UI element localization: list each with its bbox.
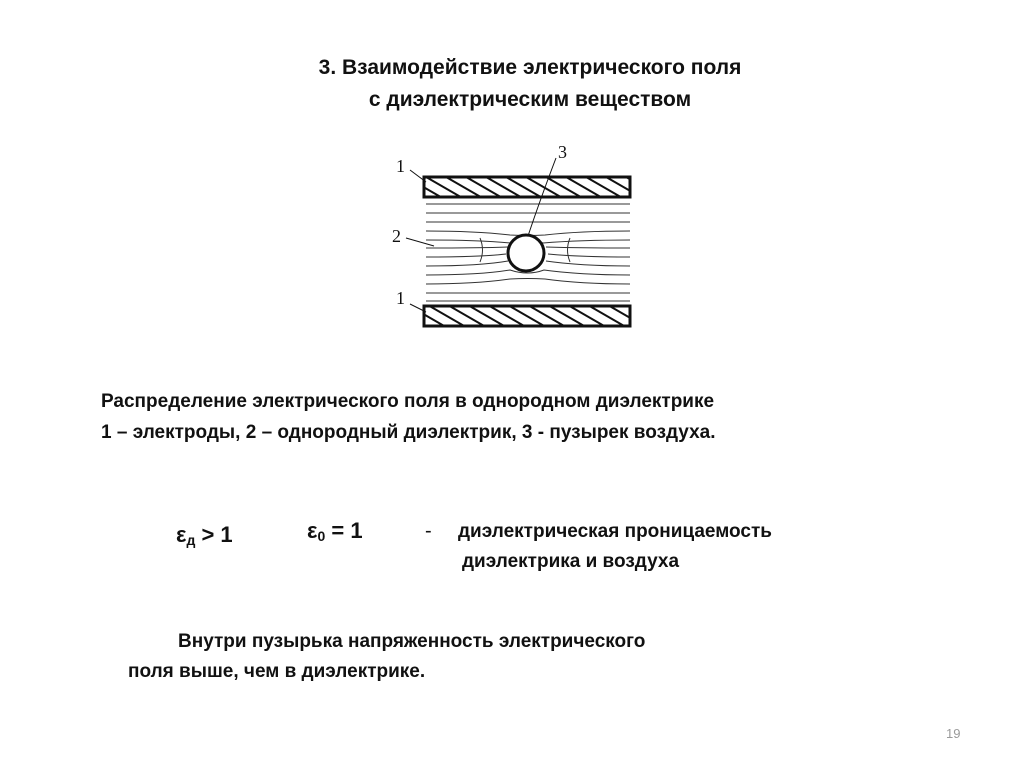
epsilon-air [307,518,363,544]
air-bubble [508,235,544,271]
figure-caption [101,386,716,448]
bubble-note-line-1: Внутри пузырька напряженность электрического [178,631,646,652]
bubble-field-note [128,627,645,687]
leader-dielectric [406,238,434,246]
definition-dash: - [425,520,432,542]
caption-line-1: Распределение электрического поля в однородном диэлектрике [101,391,715,412]
epsilon-d-subscript: д [186,532,196,548]
title-line-2: с диэлектрическим веществом [368,88,692,111]
epsilon-d-relation: > 1 [195,522,233,547]
caption-line-2: 1 – электроды, 2 – однородный диэлектрик, 3 - пузырек воздуха. [101,422,716,443]
page-number: 19 [946,726,961,741]
permittivity-line-2: диэлектрика и воздуха [462,551,680,572]
epsilon-0-relation: = 1 [325,518,363,543]
epsilon-0-symbol: ε [307,518,318,543]
label-electrode-bottom: 1 [396,288,405,308]
epsilon-0-subscript: 0 [317,528,326,544]
epsilon-d-symbol: ε [176,522,187,547]
electrode-bottom [424,306,630,326]
label-bubble: 3 [558,142,567,162]
bubble-note-line-2: поля выше, чем в диэлектрике. [128,661,426,682]
permittivity-line-1: диэлектрическая проницаемость [458,521,772,542]
field-distribution-figure [380,140,650,340]
electrode-top [424,177,630,197]
label-dielectric: 2 [392,226,401,246]
slide-title [0,52,1024,116]
epsilon-dielectric [176,522,233,548]
permittivity-definition [458,517,772,577]
label-electrode-top: 1 [396,156,405,176]
title-line-1: 3. Взаимодействие электрического поля [318,56,742,79]
